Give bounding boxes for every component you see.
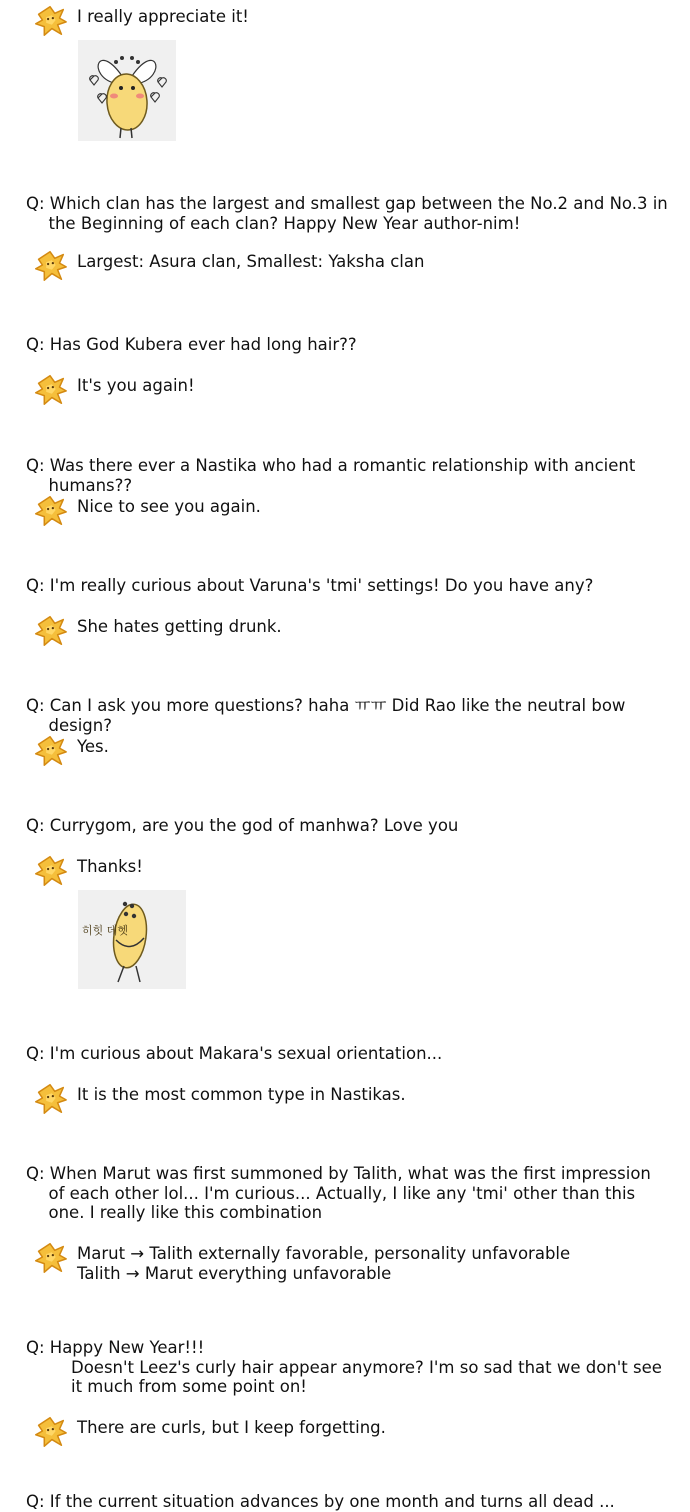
sticker-caption: 히힛 데헷 (82, 924, 129, 937)
answer-line: Talith → Marut everything unfavorable (77, 1263, 392, 1283)
question-text: Q: Which clan has the largest and smallest gap between the No.2 and No.3 in the Beginning of each clan? Happy New Year author-nim! (26, 194, 668, 233)
answer-line: Marut → Talith externally favorable, personality unfavorable (77, 1244, 571, 1263)
question-line: Q: Happy New Year!!! (26, 1338, 205, 1357)
answer-text: Largest: Asura clan, Smallest: Yaksha clan (77, 252, 425, 271)
answer-text: She hates getting drunk. (77, 617, 282, 636)
question-text: Q: I'm really curious about Varuna's 'tmi' settings! Do you have any? (26, 576, 594, 595)
answer-text: Nice to see you again. (77, 497, 261, 516)
answer-text: There are curls, but I keep forgetting. (77, 1418, 386, 1437)
question-line: Doesn't Leez's curly hair appear anymore? I'm so sad that we don't see it much from some point on! (71, 1357, 662, 1396)
answer-text: I really appreciate it! (77, 7, 249, 26)
question-text (26, 1338, 669, 1397)
answer-text: It is the most common type in Nastikas. (77, 1085, 406, 1104)
question-text: Q: When Marut was first summoned by Talith, what was the first impression of each other lol... I'm curious... Actually, I like any 'tmi' other than this one. I really like this combination (26, 1164, 651, 1222)
author-avatar-icon (31, 370, 69, 408)
answer-text (77, 1244, 657, 1283)
author-avatar-icon (31, 1, 69, 39)
answer-text: Yes. (77, 737, 109, 756)
bean-sticker-hug (78, 890, 186, 989)
author-avatar-icon (31, 1412, 69, 1450)
author-avatar-icon (31, 851, 69, 889)
author-avatar-icon (31, 246, 69, 284)
author-avatar-icon (31, 1238, 69, 1276)
cut-off-question-text: Q: If the current situation advances by one month and turns all dead ... (26, 1492, 615, 1511)
question-text: Q: Can I ask you more questions? haha ㅠㅠ Did Rao like the neutral bow design? (26, 696, 626, 735)
author-avatar-icon (31, 1079, 69, 1117)
author-avatar-icon (31, 611, 69, 649)
answer-text: It's you again! (77, 376, 195, 395)
bean-sticker-hearts (78, 40, 176, 141)
question-text: Q: Was there ever a Nastika who had a romantic relationship with ancient humans?? (26, 456, 636, 495)
answer-text: Thanks! (77, 857, 143, 876)
question-text: Q: Currygom, are you the god of manhwa? Love you (26, 816, 459, 835)
author-avatar-icon (31, 491, 69, 529)
question-text: Q: I'm curious about Makara's sexual orientation... (26, 1044, 443, 1063)
author-avatar-icon (31, 731, 69, 769)
question-text: Q: Has God Kubera ever had long hair?? (26, 335, 357, 354)
